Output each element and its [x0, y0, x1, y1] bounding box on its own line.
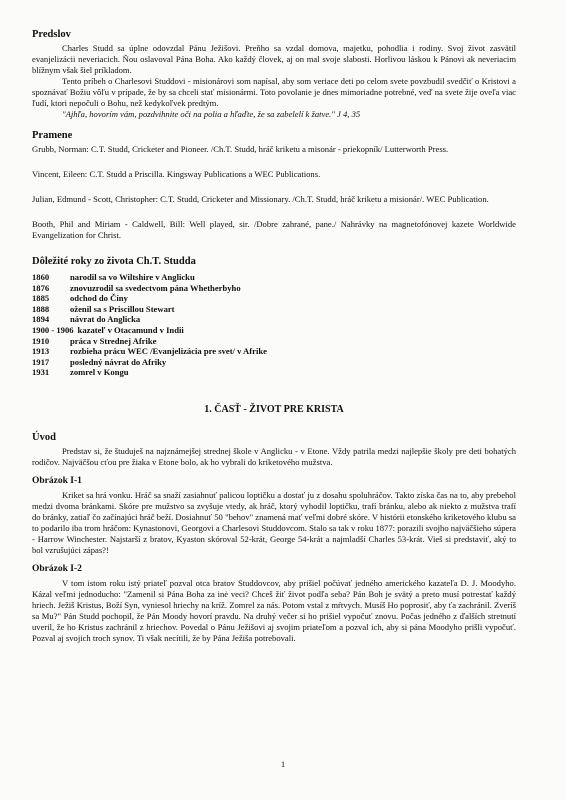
timeline-year: 1917 — [32, 356, 50, 367]
timeline-list — [32, 272, 516, 378]
timeline-item — [32, 314, 516, 325]
timeline-text: práca v Strednej Afrike — [70, 335, 157, 346]
timeline-year: 1900 - 1906 — [32, 324, 74, 335]
timeline-text: zomrel v Kongu — [70, 367, 129, 378]
timeline-item — [32, 336, 516, 347]
timeline-year: 1910 — [32, 335, 50, 346]
reference-item: Vincent, Eileen: C.T. Studd a Priscilla. Kingsway Publications a WEC Publications. — [32, 169, 321, 179]
timeline-year: 1860 — [32, 272, 50, 282]
timeline-year: 1931 — [32, 367, 50, 378]
predslov-quote: "Ajhľa, hovorím vám, pozdvihnite oči na polia a hľaďte, že sa zabelelí k žatve." J 4, 35 — [62, 109, 361, 119]
timeline-text: rozbieha prácu WEC /Evanjelizácia pre svet/ v Afrike — [70, 346, 267, 357]
timeline-text: návrat do Anglicka — [70, 314, 141, 325]
timeline-item — [32, 293, 516, 304]
timeline-item — [32, 325, 516, 336]
obrazok-2-paragraph: V tom istom roku istý priateľ pozval otca bratov Studdovcov, aby prišiel počúvať jedného amerického kazateľa D. J. Moodyho. Kázal veľmi jednoducho: "Zamenil si Pána Boha za inė veci? Chceš žiť život podľa seba? Pán Boh je svätý a preto musí potrestať každý hriech. Ježiš Kristus, Boží Syn, vyniesol hriechy na kríž. Zomrel za nás. Potom vstal z mŕtvych. Musíš Ho poprosiť, aby ťa zachránil. Zveríš sa Mu?" Pán Studd pochopil, že Pán Moody hovorí pravdu. Na druhý večer si ho prišiel vypočuť znovu. Počas jedného z ďalších stretnutí uveril, že ho Kristus zachránil z hriechov. Povedal o Pánu Ježišovi aj svojim priateľom a pozval ich, aby si pána Moodyho prišli vypočuť. Pozval aj svojich troch synov. Ti však necítili, že by Pána Ježiša potrebovali. — [32, 577, 516, 643]
timeline-year: 1894 — [32, 314, 50, 325]
timeline-text: odchod do Číny — [70, 293, 128, 304]
timeline-text: narodil sa vo Wiltshire v Anglicku — [70, 272, 195, 282]
obrazok-1-section — [32, 476, 516, 556]
predslov-paragraph-2: Tento príbeh o Charlesovi Studdovi - misionárovi som napísal, aby som veriace deti po celom svete povzbudil svedčiť o Kristovi a spoznávať Božiu vôľu v prípade, že by sa chceli stať misionármi. Toto povolanie je dnes mimoriadne potrebné, veď na svete žije oveľa viac ľudí, ktori nepočuli o Bohu, než kedykoľvek predtým. — [32, 76, 516, 108]
timeline-item — [32, 272, 516, 283]
timeline-text: kazateľ v Otacamund v Indii — [77, 324, 184, 335]
dolezite-roky-heading: Dôležité roky zo života Ch.T. Studda — [32, 256, 196, 267]
uvod-heading: Úvod — [32, 431, 56, 443]
timeline-year: 1876 — [32, 282, 50, 293]
timeline-item — [32, 283, 516, 294]
reference-item: Booth, Phil and Miriam - Caldwell, Bill: Well played, sir. /Dobre zahrané, pane./ Nahrávky na magnetofónovej kazete Worldwide Evangelization for Christ. — [32, 219, 516, 240]
timeline-text: znovuzrodil sa svedectvom pána Whetherbyho — [70, 282, 241, 293]
timeline-year: 1913 — [32, 346, 50, 357]
obrazok-1-paragraph: Kriket sa hrá vonku. Hráč sa snaží zasiahnuť palicou loptičku a dostať ju z dosahu spoluhráčov. Takto získa čas na to, aby prebehol medzi dvoma bránkami. Skóre pre mužstvo sa zvyšuje vtedy, ak hráč, ktorý vyhodil loptičku, trafí bránku, alebo ak niekto z mužstva trafí do bránky, zatiaľ čo začínajúci hráč beží. Dosiahnuť 50 "behov" znamená mať veľmi dobré skóre. V histórii etonského kriketového klubu sa to podarilo iba trom hráčom: Kynastonovi, Georgovi a Charlesovi Studdovcom. Stalo sa tak v roku 1877: porazili svojho najväčšieho súpera - Harrow Winchester. Najstarší z bratov, Kyaston skóroval 52-krát, George 54-krát a najmladší Charles 53-krát. Vieš si predstaviť, aký to bol vzrušujúci zápas?! — [32, 489, 516, 555]
obrazok-1-heading: Obrázok I-1 — [32, 475, 82, 486]
predslov-section — [32, 28, 516, 120]
timeline-text: oženil sa s Priscillou Stewart — [70, 303, 175, 314]
timeline-item — [32, 346, 516, 357]
pramene-heading: Pramene — [32, 130, 73, 141]
timeline-year: 1888 — [32, 303, 50, 314]
page-number: 1 — [280, 759, 286, 769]
reference-item: Grubb, Norman: C.T. Studd, Cricketer and Pioneer. /Ch.T. Studd, hráč kriketu a misonár - priekopník/ Lutterworth Press. — [32, 144, 449, 154]
obrazok-2-heading: Obrázok I-2 — [32, 563, 82, 574]
reference-item: Julian, Edmund - Scott, Christopher: C.T. Studd, Cricketer and Missionary. /Ch.T. Studd, hráč kriketu a misionár/. WEC Publication. — [32, 194, 489, 204]
timeline-item — [32, 367, 516, 378]
predslov-paragraph-1: Charles Studd sa úplne odovzdal Pánu Ježišovi. Preňho sa vzdal domova, majetku, pohodlia i rodiny. Svoj život zasvätil evanjelizácii neveriacich. Ňou oslavoval Pána Boha. Ako každý človek, aj on mal svoje slabosti. Horlivou láskou k Pánovi ak neveriacim blížnym však šiel príkladom. — [32, 43, 516, 75]
timeline-item — [32, 357, 516, 368]
pramene-section — [32, 129, 516, 241]
timeline-text: posledný návrat do Afriky — [70, 356, 167, 367]
uvod-paragraph: Predstav si, že študuješ na najznámejšej strednej škole v Anglicku - v Etone. Vždy patrila medzi najlepšie školy pre deti bohatých rodičov. Najväčšou cťou pre žiaka v Etone bolo, ak ho vybrali do kriketového mužstva. — [32, 445, 516, 467]
timeline-item — [32, 304, 516, 315]
uvod-section — [32, 431, 516, 468]
part-title: 1. ČASŤ - ŽIVOT PRE KRISTA — [204, 403, 344, 415]
predslov-heading: Predslov — [32, 29, 71, 40]
dolezite-roky-section — [32, 255, 516, 378]
timeline-year: 1885 — [32, 293, 50, 304]
obrazok-2-section — [32, 564, 516, 644]
